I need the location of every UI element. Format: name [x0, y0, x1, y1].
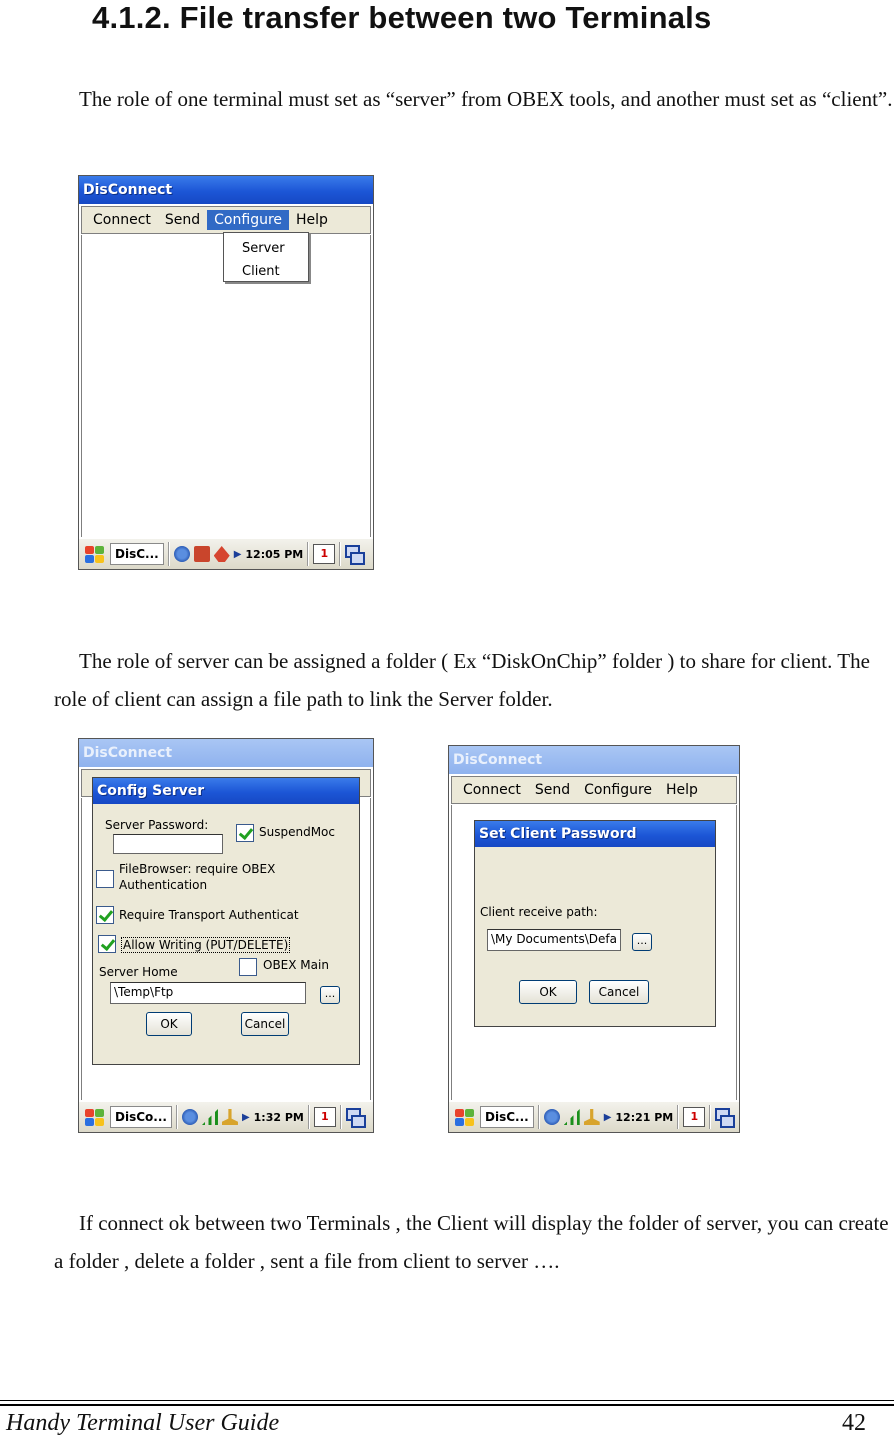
allow-writing-checkbox[interactable] [98, 935, 116, 953]
screenshot-menu [78, 175, 374, 570]
network-icon[interactable] [174, 546, 190, 562]
screenshot-config-server [78, 738, 374, 1133]
filebrowser-label-2: Authentication [119, 878, 208, 892]
window-title: DisConnect [449, 746, 739, 774]
signal-icon[interactable] [202, 1109, 218, 1125]
section-heading: 4.1.2. File transfer between two Terminals [92, 0, 712, 35]
taskbar-clock[interactable]: 12:05 PM [245, 547, 304, 561]
network-icon[interactable] [182, 1109, 198, 1125]
page-number: 42 [842, 1410, 866, 1436]
dialog-title: Config Server [93, 778, 359, 804]
menu-send[interactable]: Send [534, 782, 571, 798]
dialog-title: Set Client Password [475, 821, 715, 847]
menu-connect[interactable]: Connect [463, 782, 521, 798]
speaker-icon[interactable] [222, 1109, 238, 1125]
allow-writing-label: Allow Writing (PUT/DELETE) [123, 938, 289, 952]
transport-label: Require Transport Authenticat [119, 908, 299, 922]
dropdown-item-server[interactable]: Server [242, 241, 285, 256]
taskbar-app-button[interactable]: DisC... [110, 543, 164, 565]
footer-rule [0, 1400, 894, 1401]
menu-connect[interactable]: Connect [93, 212, 151, 228]
screenshot-client-password [448, 745, 740, 1133]
arrow-right-icon[interactable]: ▶ [241, 1111, 250, 1123]
speaker-muted-icon[interactable] [214, 546, 230, 562]
intro-paragraph: The role of one terminal must set as “server” from OBEX tools, and another must set as “client”. [79, 87, 893, 111]
footer-rule-thick [0, 1404, 894, 1406]
server-password-label: Server Password: [105, 818, 209, 832]
windows-switch-icon[interactable] [345, 545, 363, 563]
footer-title: Handy Terminal User Guide [6, 1410, 280, 1436]
arrow-right-icon[interactable]: ▶ [233, 548, 242, 560]
start-flag-icon[interactable] [82, 543, 106, 565]
filebrowser-label-1: FileBrowser: require OBEX [119, 862, 276, 876]
server-home-input[interactable]: \Temp\Ftp [110, 982, 306, 1004]
keyboard-icon[interactable]: 1 [313, 544, 335, 564]
config-server-dialog [92, 777, 360, 1065]
menu-help[interactable]: Help [666, 782, 698, 798]
server-password-input[interactable] [113, 834, 223, 854]
keyboard-icon[interactable]: 1 [314, 1107, 336, 1127]
obex-main-label: OBEX Main [263, 958, 329, 972]
windows-switch-icon[interactable] [715, 1108, 733, 1126]
dropdown-item-client[interactable]: Client [242, 264, 280, 279]
filebrowser-checkbox[interactable] [96, 870, 114, 888]
browse-button[interactable]: ... [632, 933, 652, 951]
taskbar [449, 1100, 739, 1132]
taskbar [79, 537, 373, 569]
menu-configure[interactable]: Configure [584, 782, 653, 798]
speaker-icon[interactable] [584, 1109, 600, 1125]
taskbar-app-button[interactable]: DisCo... [110, 1106, 172, 1128]
taskbar-clock[interactable]: 12:21 PM [615, 1110, 674, 1124]
path-input[interactable]: \My Documents\Defa [487, 929, 621, 951]
menubar [81, 206, 371, 234]
path-label: Client receive path: [480, 905, 598, 919]
result-paragraph: If connect ok between two Terminals , the Client will display the folder of server, you can create a folder , delete a folder , sent a file from client to server …. [54, 1211, 889, 1273]
cancel-button[interactable]: Cancel [241, 1012, 289, 1036]
transport-checkbox[interactable] [96, 906, 114, 924]
ok-button[interactable]: OK [146, 1012, 192, 1036]
suspend-checkbox[interactable] [236, 824, 254, 842]
server-home-label: Server Home [99, 965, 178, 979]
arrow-right-icon[interactable]: ▶ [603, 1111, 612, 1123]
window-title: DisConnect [79, 176, 373, 204]
taskbar-app-button[interactable]: DisC... [480, 1106, 534, 1128]
menu-help[interactable]: Help [296, 212, 328, 228]
client-password-dialog [474, 820, 716, 1027]
ok-button[interactable]: OK [519, 980, 577, 1004]
cancel-button[interactable]: Cancel [589, 980, 649, 1004]
connection-off-icon[interactable] [194, 546, 210, 562]
menubar [451, 776, 737, 804]
taskbar [79, 1100, 373, 1132]
signal-icon[interactable] [564, 1109, 580, 1125]
browse-button[interactable]: ... [320, 986, 340, 1004]
configure-dropdown [223, 232, 309, 282]
taskbar-clock[interactable]: 1:32 PM [253, 1110, 304, 1124]
window-title: DisConnect [79, 739, 373, 767]
keyboard-icon[interactable]: 1 [683, 1107, 705, 1127]
menu-send[interactable]: Send [164, 212, 201, 228]
suspend-label: SuspendMoc [259, 825, 335, 839]
network-icon[interactable] [544, 1109, 560, 1125]
server-client-paragraph: The role of server can be assigned a folder ( Ex “DiskOnChip” folder ) to share for client. The role of client can assign a file path to link the Server folder. [54, 649, 870, 711]
menu-configure[interactable]: Configure [207, 210, 289, 230]
start-flag-icon[interactable] [452, 1106, 476, 1128]
start-flag-icon[interactable] [82, 1106, 106, 1128]
windows-switch-icon[interactable] [346, 1108, 364, 1126]
obex-main-checkbox[interactable] [239, 958, 257, 976]
